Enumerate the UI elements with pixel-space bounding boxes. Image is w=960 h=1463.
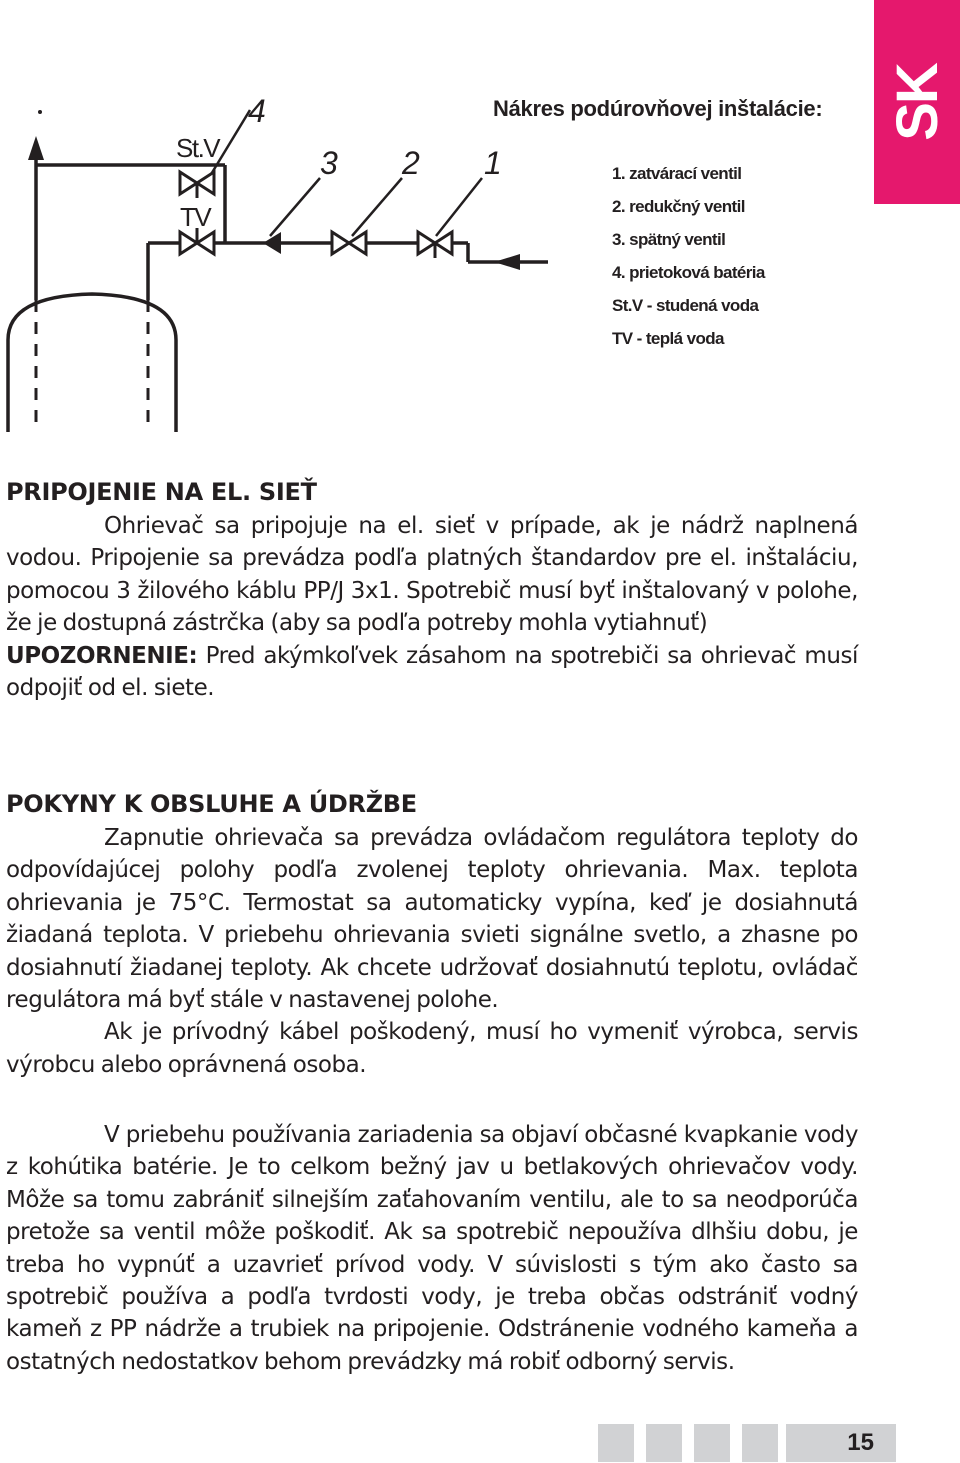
- legend-item: TV - teplá voda: [612, 329, 724, 348]
- label-cold-water: St.V: [176, 133, 220, 163]
- maintenance-text-3: V priebehu používania zariadenia sa objaví občasné kvapkanie vody z kohútika batérie. Je to celkom bežný jav u betlakových ohrievačov vody. Môže sa tomu zabrániť silnejším zaťahovaním ventilu, ale to sa neodporúča pretože sa ventil môže poškodiť. Ak sa spotrebič nepoužíva dlhšiu dobu, je treba ho vypnúť a uzavrieť prívod vody. V súvislosti s tým ako často sa spotrebič používa a podľa tvrdosti vody, je treba občas odstrániť vodný kameň z PP nádrže a trubiek na pripojenie. Odstránenie vodného kameňa a ostatných nedostatkov behom prevádzky má robiť odborný servis.: [6, 1122, 858, 1375]
- reducing-valve-icon: [332, 232, 366, 254]
- legend-item: 4. prietoková batéria: [612, 263, 765, 282]
- legend-list: [612, 160, 765, 358]
- legend-item: St.V - studená voda: [612, 296, 759, 315]
- footer-deco-block: [742, 1424, 778, 1462]
- dot-mark: [38, 110, 42, 114]
- electrical-paragraph: [6, 510, 858, 704]
- footer-deco-block: [598, 1424, 634, 1462]
- electrical-text: Ohrievač sa pripojuje na el. sieť v prípade, ak je nádrž naplnená vodou. Pripojenie sa prevádza podľa platných štandardov pre el. inštaláciu, pomocou 3 žilového káblu PP/J 3x1. Spotrebič musí byť inštalovaný v polohe, že je dostupná zástrčka (aby sa podľa potreby mohla vytiahnuť): [6, 513, 858, 637]
- boiler-tank: [8, 294, 176, 432]
- label-hot-water: TV: [180, 202, 211, 232]
- legend-item: 2. redukčný ventil: [612, 197, 745, 216]
- label-4: 4: [248, 93, 266, 129]
- maintenance-text-2: Ak je prívodný kábel poškodený, musí ho vymeniť výrobca, servis výrobcu alebo oprávnená osoba.: [6, 1019, 858, 1078]
- language-tab-label: SK: [884, 63, 950, 141]
- shutoff-valve-icon: [418, 232, 452, 258]
- maintenance-paragraph-1: [6, 822, 858, 1081]
- inlet-arrow: [494, 254, 520, 270]
- page-number: 15: [847, 1429, 874, 1456]
- legend-title: Nákres podúrovňovej inštalácie:: [493, 96, 823, 121]
- section-heading-maintenance: POKYNY K OBSLUHE A ÚDRŽBE: [6, 790, 417, 818]
- page-number-box: [786, 1424, 896, 1462]
- label-2: 2: [402, 145, 420, 181]
- warning-text: Pred akýmkoľvek zásahom na spotrebiči sa ohrievač musí odpojiť od el. siete.: [6, 642, 858, 702]
- warning-label: UPOZORNENIE:: [6, 642, 198, 669]
- legend-item: 1. zatvárací ventil: [612, 164, 742, 183]
- footer-deco-block: [646, 1424, 682, 1462]
- maintenance-text-1: Zapnutie ohrievača sa prevádza ovládačom regulátora teploty do odpovídajúcej polohy podľa zvolenej teploty ohrievania. Max. teplota ohrievania je 75°C. Termostat sa automaticky vypína, keď je dosiahnutá žiadaná teplota. V priebehu ohrievania svieti signálne svetlo, a zhasne po dosiahnutí žiadanej teploty. Ak chcete udržovať dosiahnutú teplotu, ovládač regulátora má byť stále v nastavenej polohe.: [6, 825, 858, 1014]
- cold-water-valve: [180, 172, 214, 198]
- label-1: 1: [484, 145, 502, 181]
- installation-diagram: [0, 80, 560, 440]
- label-3: 3: [320, 145, 338, 181]
- legend-item: 3. spätný ventil: [612, 230, 726, 249]
- maintenance-paragraph-3: [6, 1119, 858, 1378]
- outlet-arrow: [28, 136, 44, 160]
- section-heading-electrical: PRIPOJENIE NA EL. SIEŤ: [6, 478, 317, 506]
- language-tab: [874, 0, 960, 204]
- footer-deco-block: [694, 1424, 730, 1462]
